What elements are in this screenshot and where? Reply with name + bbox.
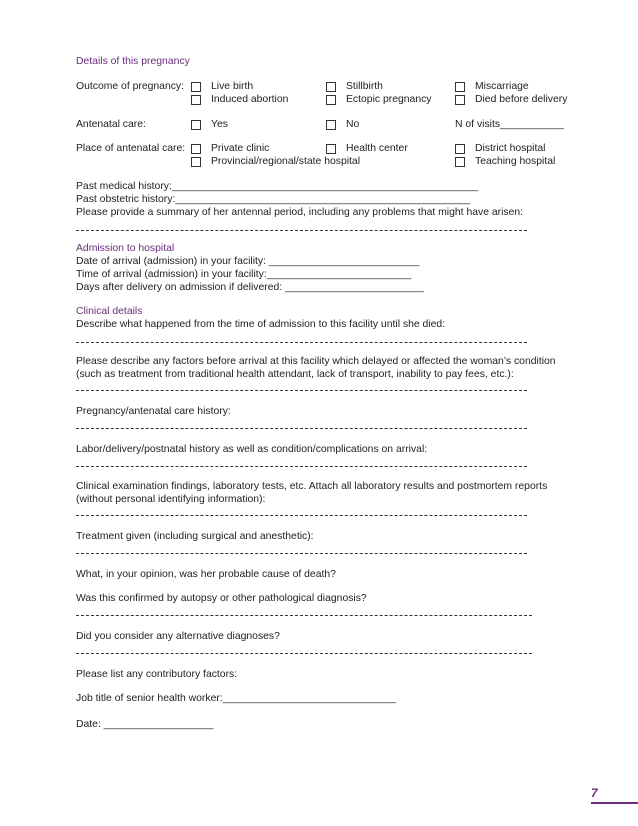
antenatal-yes-label: Yes <box>211 119 228 130</box>
exam-answer-line[interactable] <box>76 515 527 516</box>
number-of-visits-field[interactable]: N of visits___________ <box>455 119 564 130</box>
live-birth-checkbox[interactable] <box>191 82 201 92</box>
exam-prompt-line-2: (without personal identifying information): <box>76 494 266 505</box>
live-birth-label: Live birth <box>211 81 254 92</box>
stillbirth-checkbox[interactable] <box>326 82 336 92</box>
alternative-prompt: Did you consider any alternative diagnoses? <box>76 631 280 642</box>
arrival-date-field[interactable]: Date of arrival (admission) in your facility: __________________________ <box>76 256 420 267</box>
died-before-delivery-label: Died before delivery <box>475 94 568 105</box>
factors-answer-line[interactable] <box>76 390 527 391</box>
induced-abortion-checkbox[interactable] <box>191 95 201 105</box>
details-heading: Details of this pregnancy <box>76 56 190 67</box>
district-hospital-label: District hospital <box>475 143 546 154</box>
exam-prompt-line-1: Clinical examination findings, laboratory tests, etc. Attach all laboratory results and postmortem reports <box>76 481 548 492</box>
antenatal-label: Antenatal care: <box>76 119 146 130</box>
factors-prompt-line-2: (such as treatment from traditional health attendant, lack of transport, inability to pay fees, etc.): <box>76 369 514 380</box>
miscarriage-checkbox[interactable] <box>455 82 465 92</box>
died-before-delivery-checkbox[interactable] <box>455 95 465 105</box>
place-label: Place of antenatal care: <box>76 143 186 154</box>
pregnancy-history-answer-line[interactable] <box>76 428 527 429</box>
past-medical-history-field[interactable]: Past medical history:_____________________________________________________ <box>76 181 479 192</box>
ectopic-pregnancy-checkbox[interactable] <box>326 95 336 105</box>
arrival-time-field[interactable]: Time of arrival (admission) in your facility:_________________________ <box>76 269 412 280</box>
clinical-heading: Clinical details <box>76 306 143 317</box>
antenatal-no-checkbox[interactable] <box>326 120 336 130</box>
labor-history-answer-line[interactable] <box>76 466 527 467</box>
miscarriage-label: Miscarriage <box>475 81 529 92</box>
alternative-answer-line[interactable] <box>76 653 532 654</box>
health-center-checkbox[interactable] <box>326 144 336 154</box>
private-clinic-label: Private clinic <box>211 143 270 154</box>
page-number-underline <box>591 802 638 804</box>
treatment-answer-line[interactable] <box>76 553 527 554</box>
treatment-prompt: Treatment given (including surgical and anesthetic): <box>76 531 314 542</box>
outcome-label: Outcome of pregnancy: <box>76 81 185 92</box>
health-center-label: Health center <box>346 143 408 154</box>
provincial-hospital-label: Provincial/regional/state hospital <box>211 156 361 167</box>
labor-history-prompt: Labor/delivery/postnatal history as well as condition/complications on arrival: <box>76 444 428 455</box>
job-title-field[interactable]: Job title of senior health worker:______________________________ <box>76 693 397 704</box>
days-after-delivery-field[interactable]: Days after delivery on admission if delivered: ________________________ <box>76 282 424 293</box>
cause-prompt: What, in your opinion, was her probable cause of death? <box>76 569 336 580</box>
contributory-prompt: Please list any contributory factors: <box>76 669 238 680</box>
teaching-hospital-label: Teaching hospital <box>475 156 556 167</box>
stillbirth-label: Stillbirth <box>346 81 383 92</box>
page-number: 7 <box>591 786 598 800</box>
ectopic-pregnancy-label: Ectopic pregnancy <box>346 94 432 105</box>
provincial-hospital-checkbox[interactable] <box>191 157 201 167</box>
private-clinic-checkbox[interactable] <box>191 144 201 154</box>
factors-prompt-line-1: Please describe any factors before arrival at this facility which delayed or affected the woman’s condition <box>76 356 556 367</box>
confirmed-prompt: Was this confirmed by autopsy or other pathological diagnosis? <box>76 593 367 604</box>
induced-abortion-label: Induced abortion <box>211 94 289 105</box>
pregnancy-history-prompt: Pregnancy/antenatal care history: <box>76 406 231 417</box>
describe-prompt: Describe what happened from the time of admission to this facility until she died: <box>76 319 446 330</box>
summary-prompt: Please provide a summary of her antennal period, including any problems that might have arisen: <box>76 207 524 218</box>
describe-answer-line[interactable] <box>76 342 527 343</box>
admission-heading: Admission to hospital <box>76 243 175 254</box>
summary-answer-line[interactable] <box>76 230 527 231</box>
past-obstetric-history-field[interactable]: Past obstetric history:___________________________________________________ <box>76 194 471 205</box>
antenatal-yes-checkbox[interactable] <box>191 120 201 130</box>
antenatal-no-label: No <box>346 119 360 130</box>
teaching-hospital-checkbox[interactable] <box>455 157 465 167</box>
date-field[interactable]: Date: ___________________ <box>76 719 214 730</box>
district-hospital-checkbox[interactable] <box>455 144 465 154</box>
confirmed-answer-line[interactable] <box>76 615 532 616</box>
